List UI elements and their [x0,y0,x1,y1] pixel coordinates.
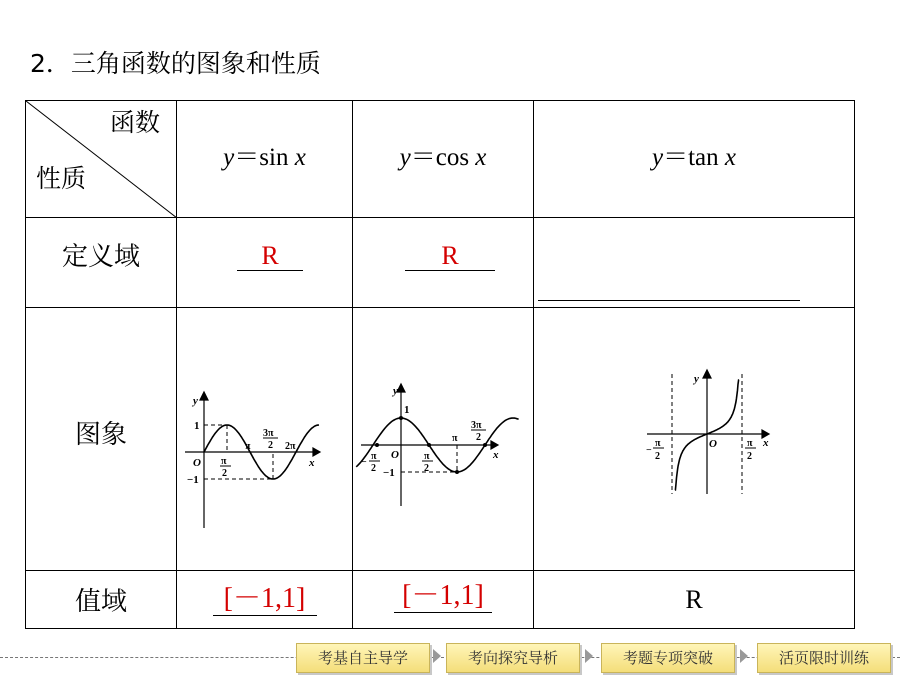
sine-origin-label: O [193,457,201,469]
nav-button-topics[interactable]: 考题专项突破 [601,643,735,673]
corner-function-label: 函数 [109,108,160,137]
nav-button-basics[interactable]: 考基自主导学 [296,643,430,673]
cosine-neg-sign: − [361,457,367,468]
cosine-neghalfpi-num: π [371,451,377,462]
cosine-3halfpi-num: 3π [471,420,482,431]
domain-sin [177,218,353,308]
range-sin [177,571,353,629]
cosine-graph [353,308,533,566]
header-sin: y＝sin x [177,101,353,218]
tangent-y-label: y [694,373,699,385]
graph-label: 图象 [26,308,177,571]
graph-sin-cell [177,308,353,571]
cosine-neghalfpi-den: 2 [371,463,376,474]
nav-arrow-2 [585,649,593,663]
sine-y-arrow [200,392,208,400]
cosine-3halfpi-den: 2 [476,432,481,443]
sine-y-label: y [193,395,198,407]
sine-3halfpi-den: 2 [268,440,273,451]
sine-3halfpi-num: 3π [263,428,274,439]
sine-x-label: x [309,457,315,469]
sine-halfpi-den: 2 [222,468,227,479]
tangent-neg-sign: − [646,445,652,456]
domain-cos-answer: R [405,242,495,271]
domain-cos [353,218,534,308]
nav-button-explore[interactable]: 考向探究导析 [446,643,580,673]
domain-tan-answer [538,272,800,301]
trig-properties-table [25,100,855,629]
cosine-point-3halfpi [483,443,487,447]
section-title: 2．三角函数的图象和性质 [30,49,321,78]
sine-one-label: 1 [194,420,200,432]
range-cos-answer: [－1,1] [394,580,492,613]
tangent-neghalfpi-den: 2 [655,451,660,462]
sine-graph [177,308,352,566]
header-row [26,101,855,218]
nav-arrow-1 [433,649,441,663]
range-sin-answer: [－1,1] [213,583,317,616]
range-label: 值域 [26,571,177,629]
sine-pi-label: π [245,441,251,452]
header-tan: y＝tan x [534,101,855,218]
tangent-y-arrow [703,370,711,378]
range-tan-answer: R [685,584,703,614]
tangent-graph [534,308,854,566]
cosine-y-label: y [393,385,398,397]
tangent-x-label: x [763,437,769,449]
range-row [26,571,855,629]
cosine-one-label: 1 [404,404,410,416]
range-cos [353,571,534,629]
cosine-point-halfpi [427,443,431,447]
cosine-negone-label: −1 [383,467,395,479]
corner-cell [26,101,177,218]
nav-arrow-3 [740,649,748,663]
graph-tan-cell [534,308,855,571]
sine-x-arrow [313,448,320,456]
cosine-x-label: x [493,449,499,461]
cosine-point-neghalfpi [375,443,379,447]
cosine-y-arrow [397,384,405,392]
domain-sin-answer: R [237,242,303,271]
domain-row [26,218,855,308]
cosine-point-max [399,416,403,420]
cosine-halfpi-den: 2 [424,463,429,474]
sine-2pi-label: 2π [285,441,296,452]
header-cos: y＝cos x [353,101,534,218]
domain-label: 定义域 [26,218,177,308]
tangent-origin-label: O [709,438,717,450]
cosine-point-min [455,470,459,474]
graph-cos-cell [353,308,534,571]
tangent-neghalfpi-num: π [655,438,661,449]
sine-halfpi-num: π [221,456,227,467]
domain-tan [534,218,855,308]
tangent-halfpi-num: π [747,438,753,449]
corner-property-label: 性质 [36,164,87,193]
sine-negone-label: −1 [187,474,199,486]
cosine-x-arrow [491,441,498,449]
cosine-origin-label: O [391,449,399,461]
cosine-halfpi-num: π [424,451,430,462]
nav-button-practice[interactable]: 活页限时训练 [757,643,891,673]
range-tan [534,571,855,629]
tangent-halfpi-den: 2 [747,451,752,462]
cosine-pi-label: π [452,433,458,444]
graph-row [26,308,855,571]
